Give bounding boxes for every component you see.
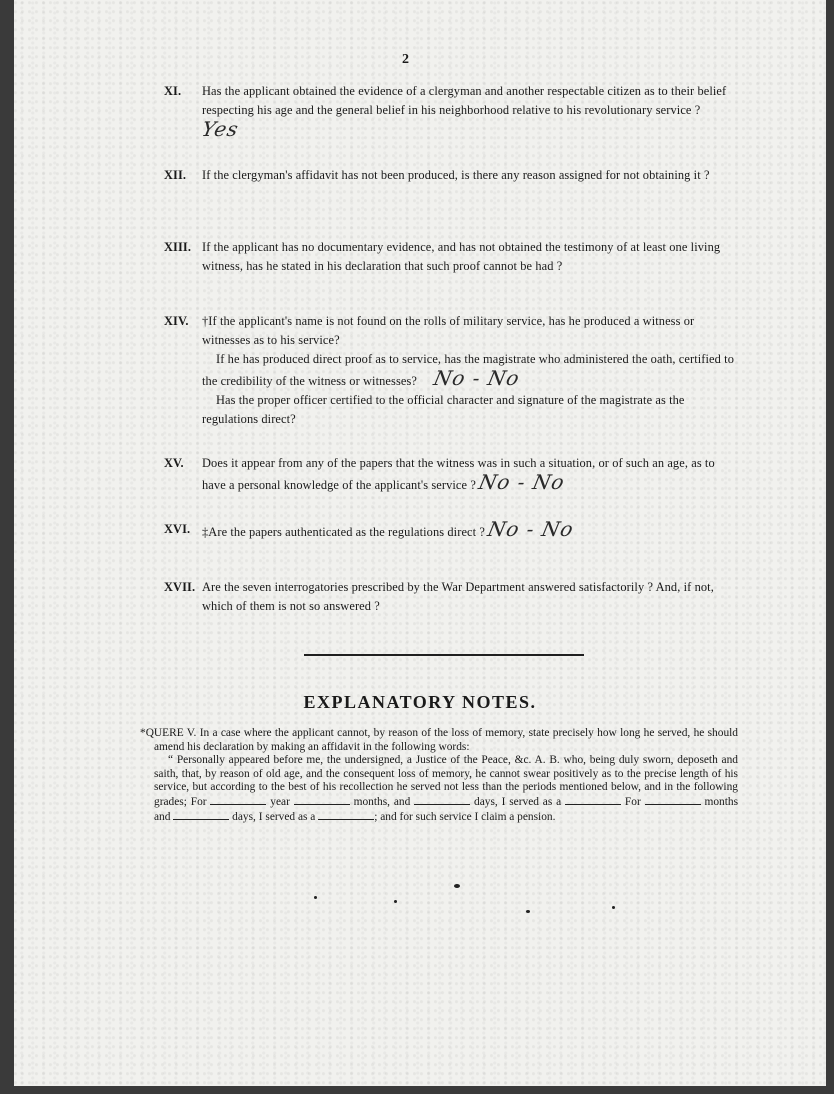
notes-text: year <box>270 795 290 808</box>
question-number: XV. <box>164 456 184 470</box>
question-xiii <box>164 238 738 276</box>
notes-text: days, I served as a <box>474 795 562 808</box>
blank-line <box>414 795 470 805</box>
question-number: XIV. <box>164 314 189 328</box>
question-text: ‡Are the papers authenticated as the regulations direct ? <box>202 525 485 539</box>
blank-line <box>294 795 350 805</box>
notes-text: days, I served as a <box>232 810 316 823</box>
handwritten-answer: Yes <box>199 117 242 141</box>
question-text: Has the applicant obtained the evidence of a clergyman and another respectable citizen as to their belief respecting his age and the general belief in his neighborhood relative to his revolutionary service ? <box>202 84 727 117</box>
ink-speck <box>394 900 397 903</box>
document-page <box>14 0 826 1086</box>
notes-paragraph: In a case where the applicant cannot, by reason of the loss of memory, state precisely how long he served, he should amend his declaration by making an affidavit in the following words: <box>154 727 739 753</box>
page-number: 2 <box>402 52 409 67</box>
notes-title: EXPLANATORY NOTES. <box>303 692 537 712</box>
question-xvi <box>164 517 738 542</box>
ink-speck <box>454 884 460 888</box>
question-number: XIII. <box>164 240 192 254</box>
question-number: XVI. <box>164 522 191 536</box>
question-text: †If the applicant's name is not found on the rolls of military service, has he produced a witness or witnesses as to his service? <box>202 314 695 347</box>
question-text: If he has produced direct proof as to service, has the magistrate who administered the oath, certified to the credibility of the witness or witnesses? <box>202 352 734 388</box>
question-xiv <box>164 312 738 429</box>
handwritten-answer: No - No <box>485 517 577 541</box>
handwritten-answer: No - No <box>476 470 568 494</box>
notes-text: months, and <box>353 795 411 808</box>
notes-text: ; and for such service I claim a pension. <box>374 810 556 823</box>
notes-label: *QUERE V. <box>140 727 197 739</box>
handwritten-answer: No - No <box>431 366 523 390</box>
explanatory-notes <box>140 727 739 824</box>
question-xv <box>164 454 738 495</box>
question-text: Does it appear from any of the papers that the witness was in such a situation, or of such an age, as to have a personal knowledge of the applicant's service ? <box>202 456 715 492</box>
divider-rule <box>304 654 584 656</box>
question-xvii <box>164 578 738 616</box>
blank-line <box>173 810 229 820</box>
notes-text: months and <box>154 795 739 823</box>
question-number: XVII. <box>164 580 196 594</box>
ink-speck <box>526 910 530 913</box>
ink-speck <box>314 896 317 899</box>
question-number: XI. <box>164 84 182 98</box>
question-xi <box>164 82 738 142</box>
ink-speck <box>612 906 615 909</box>
question-xii <box>164 166 738 185</box>
question-text: If the clergyman's affidavit has not been produced, is there any reason assigned for not obtaining it ? <box>202 168 710 182</box>
question-text: Has the proper officer certified to the official character and signature of the magistrate as the regulations direct? <box>202 393 685 426</box>
notes-paragraph: “ Personally appeared before me, the undersigned, a Justice of the Peace, &c. A. B. who, being duly sworn, deposeth and saith, that, by reason of old age, and the consequent loss of memory, he cannot swear positively as to the precise length of his service, but according to the best of his recollection he served not less than the periods mentioned below, and in the following grades; For <box>154 754 738 808</box>
blank-line <box>565 795 621 805</box>
question-text: Are the seven interrogatories prescribed by the War Department answered satisfactorily ? And, if not, which of them is not so answered ? <box>202 580 714 613</box>
notes-text: For <box>624 795 641 808</box>
blank-line <box>210 795 266 805</box>
question-text: If the applicant has no documentary evidence, and has not obtained the testimony of at least one living witness, has he stated in his declaration that such proof cannot be had ? <box>202 240 721 273</box>
blank-line <box>318 810 374 820</box>
question-number: XII. <box>164 168 187 182</box>
blank-line <box>645 795 701 805</box>
